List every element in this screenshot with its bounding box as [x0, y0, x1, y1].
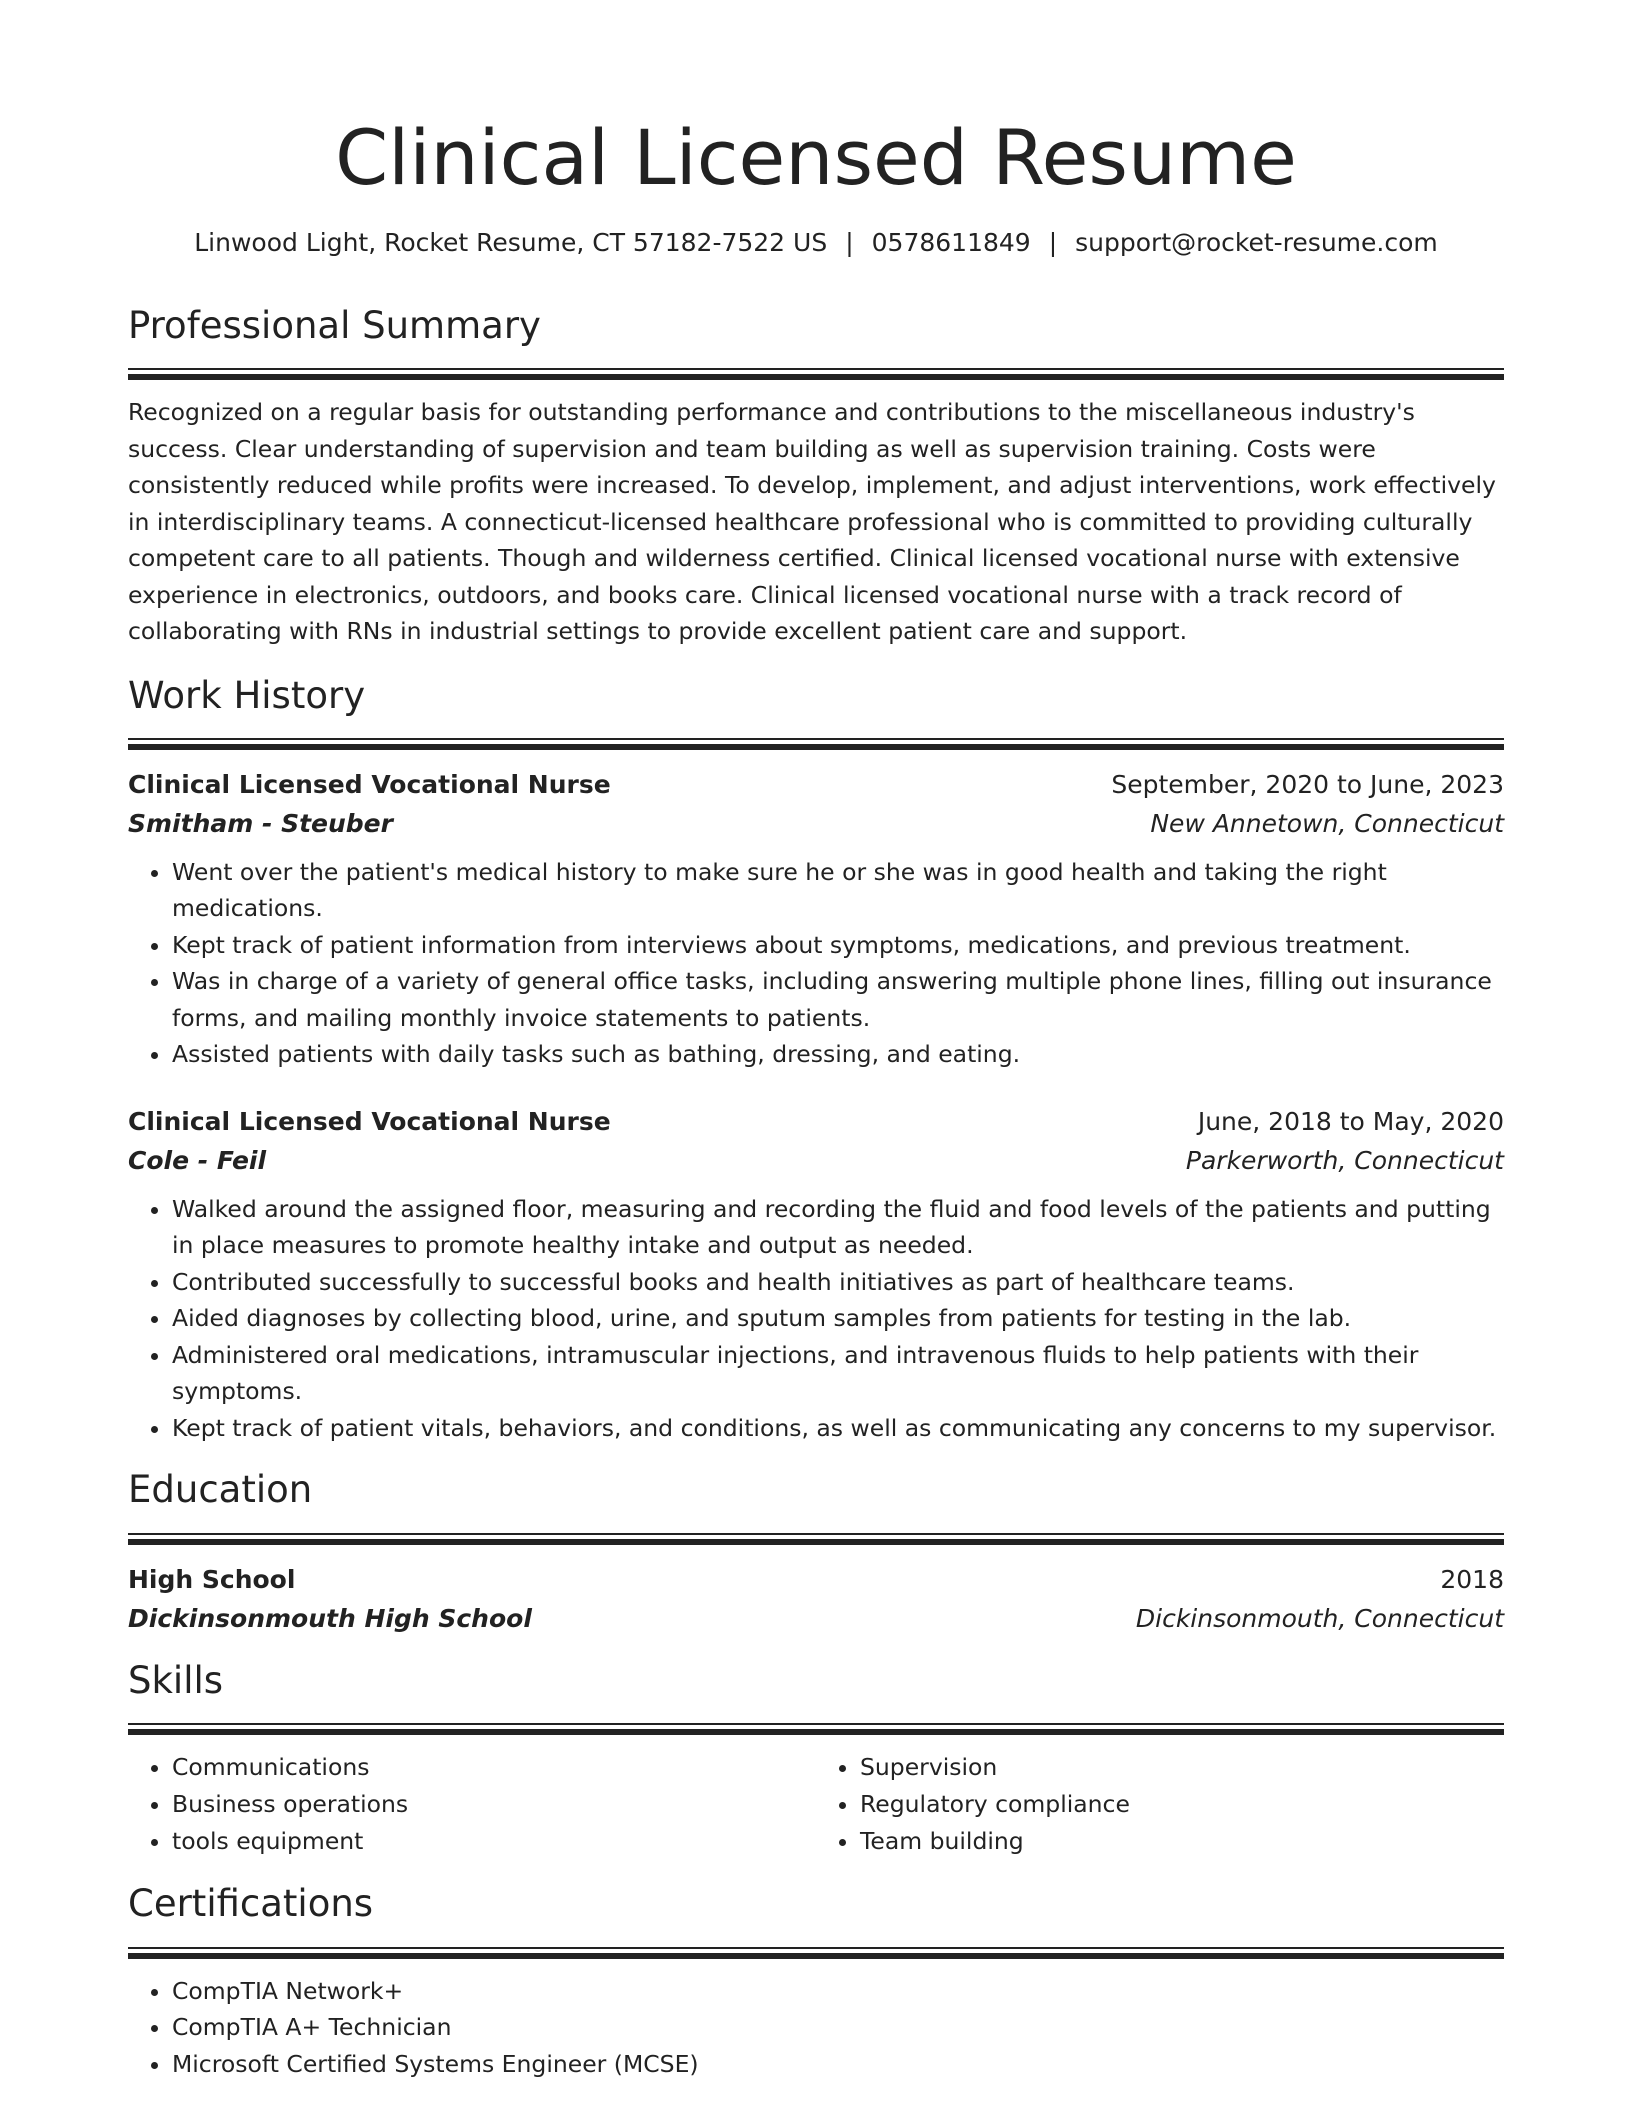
section-divider	[128, 1533, 1504, 1545]
section-title-certifications: Certifications	[128, 1882, 374, 1926]
contact-separator: |	[845, 228, 854, 258]
skill-item: • Business operations	[172, 1786, 816, 1823]
resume-page	[128, 112, 1504, 2082]
section-title-skills: Skills	[128, 1658, 224, 1702]
education-entry	[128, 1561, 1504, 1639]
section-title-work: Work History	[128, 673, 366, 717]
skill-item: • tools equipment	[172, 1823, 816, 1860]
education-location: Dickinsonmouth, Connecticut	[1135, 1603, 1504, 1633]
section-divider	[128, 1947, 1504, 1959]
skill-item: • Communications	[172, 1749, 816, 1786]
resume-name: Clinical Licensed Resume	[335, 113, 1297, 202]
list-item: • Assisted patients with daily tasks such as bathing, dressing, and eating.	[172, 1036, 1504, 1073]
skill-item: • Regulatory compliance	[860, 1786, 1504, 1823]
skills-section	[128, 1659, 1504, 1860]
skills-column-right	[816, 1749, 1504, 1860]
list-item: • Contributed successfully to successful books and health initiatives as part of healthcare teams.	[172, 1264, 1504, 1301]
summary-text: Recognized on a regular basis for outstanding performance and contributions to the miscellaneous industry's success. Clear understanding of supervision and team building as well as supervision training. Costs were consistently reduced while profits were increased. To develop, implement, and adjust interventions, work effectively in interdisciplinary teams. A connecticut-licensed healthcare professional who is committed to providing culturally competent care to all patients. Though and wilderness certified. Clinical licensed vocational nurse with extensive experience in electronics, outdoors, and books care. Clinical licensed vocational nurse with a track record of collaborating with RNs in industrial settings to provide excellent patient care and support.	[128, 398, 1496, 646]
certification-item: • Microsoft Certified Systems Engineer (MCSE)	[172, 2046, 1504, 2083]
job-bullets	[128, 1191, 1504, 1447]
section-title-education: Education	[128, 1468, 313, 1512]
contact-line	[128, 227, 1504, 260]
job-entry	[128, 1103, 1504, 1447]
job-dates: September, 2020 to June, 2023	[1111, 769, 1504, 799]
job-entry	[128, 766, 1504, 1073]
education-degree: High School	[128, 1564, 296, 1594]
job-title: Clinical Licensed Vocational Nurse	[128, 1106, 611, 1136]
list-item: • Aided diagnoses by collecting blood, urine, and sputum samples from patients for testing in the lab.	[172, 1300, 1504, 1337]
work-history-section	[128, 674, 1504, 1447]
job-company: Cole - Feil	[128, 1145, 267, 1175]
skills-grid	[128, 1749, 1504, 1860]
education-school: Dickinsonmouth High School	[128, 1603, 532, 1633]
section-divider	[128, 738, 1504, 750]
certifications-section	[128, 1882, 1504, 2082]
job-dates: June, 2018 to May, 2020	[1197, 1106, 1504, 1136]
job-title: Clinical Licensed Vocational Nurse	[128, 769, 611, 799]
contact-address: Linwood Light, Rocket Resume, CT 57182-7522 US	[194, 228, 828, 258]
contact-email: support@rocket-resume.com	[1075, 228, 1438, 258]
education-year: 2018	[1440, 1564, 1504, 1594]
list-item: • Kept track of patient information from interviews about symptoms, medications, and previous treatment.	[172, 927, 1504, 964]
certification-item: • CompTIA A+ Technician	[172, 2009, 1504, 2046]
skill-item: • Team building	[860, 1823, 1504, 1860]
list-item: • Went over the patient's medical history to make sure he or she was in good health and taking the right medications.	[172, 854, 1504, 927]
job-bullets	[128, 854, 1504, 1073]
contact-separator: |	[1048, 228, 1058, 258]
summary-section	[128, 304, 1504, 650]
skills-column-left	[128, 1749, 816, 1860]
job-location: New Annetown, Connecticut	[1150, 808, 1504, 838]
list-item: • Kept track of patient vitals, behaviors, and conditions, as well as communicating any concerns to my supervisor.	[172, 1410, 1504, 1447]
certifications-list	[128, 1973, 1504, 2083]
education-section	[128, 1468, 1504, 1638]
job-location: Parkerworth, Connecticut	[1185, 1145, 1504, 1175]
job-company: Smitham - Steuber	[128, 808, 393, 838]
section-divider	[128, 1723, 1504, 1735]
certification-item: • CompTIA Network+	[172, 1973, 1504, 2010]
skill-item: • Supervision	[860, 1749, 1504, 1786]
section-title-summary: Professional Summary	[128, 303, 541, 347]
list-item: • Was in charge of a variety of general office tasks, including answering multiple phone lines, filling out insurance forms, and mailing monthly invoice statements to patients.	[172, 963, 1504, 1036]
list-item: • Walked around the assigned floor, measuring and recording the fluid and food levels of the patients and putting in place measures to promote healthy intake and output as needed.	[172, 1191, 1504, 1264]
contact-phone: 0578611849	[871, 228, 1031, 258]
section-divider	[128, 368, 1504, 380]
list-item: • Administered oral medications, intramuscular injections, and intravenous fluids to help patients with their symptoms.	[172, 1337, 1504, 1410]
